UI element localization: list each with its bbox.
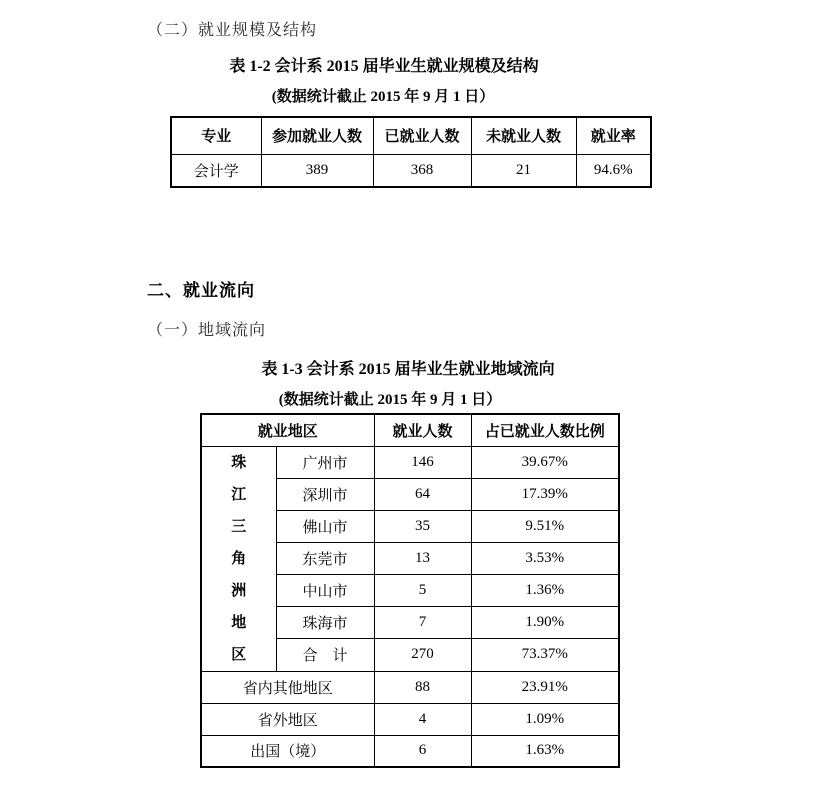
header-cell-unemployed: 未就业人数: [471, 117, 576, 154]
unemployed-cell: 21: [471, 154, 576, 187]
area-label-cell: 省外地区: [201, 703, 374, 735]
header-cell-employed: 已就业人数: [373, 117, 471, 154]
count-cell: 7: [374, 607, 471, 639]
section-heading-flow: 二、就业流向: [147, 281, 255, 300]
table12-title: 表 1-2 会计系 2015 届毕业生就业规模及结构: [229, 58, 539, 75]
header-cell-region: 就业地区: [201, 414, 374, 446]
pct-cell: 23.91%: [471, 671, 619, 703]
area-label-cell: 出国（境）: [201, 735, 374, 767]
pct-cell: 1.09%: [471, 703, 619, 735]
table-row: [201, 671, 619, 703]
city-cell: 中山市: [276, 575, 374, 607]
header-cell-participated: 参加就业人数: [261, 117, 373, 154]
table-row: [171, 154, 651, 187]
count-cell: 6: [374, 735, 471, 767]
table-row: [201, 446, 619, 478]
employment-scale-table: [170, 116, 652, 188]
count-cell: 35: [374, 510, 471, 542]
header-cell-rate: 就业率: [576, 117, 651, 154]
city-cell: 合 计: [276, 639, 374, 671]
header-cell-pct: 占已就业人数比例: [471, 414, 619, 446]
pct-cell: 1.90%: [471, 607, 619, 639]
count-cell: 64: [374, 478, 471, 510]
table12-subtitle: (数据统计截止 2015 年 9 月 1 日）: [271, 89, 495, 105]
table-row: [201, 703, 619, 735]
pct-cell: 17.39%: [471, 478, 619, 510]
count-cell: 270: [374, 639, 471, 671]
employed-cell: 368: [373, 154, 471, 187]
section-heading-scale: （二）就业规模及结构: [147, 22, 318, 39]
region-group-label: 珠江三角洲地区: [231, 454, 247, 663]
count-cell: 88: [374, 671, 471, 703]
subsection-heading-region: （一）地域流向: [147, 322, 267, 339]
pct-cell: 39.67%: [471, 446, 619, 478]
area-label-cell: 省内其他地区: [201, 671, 374, 703]
count-cell: 13: [374, 542, 471, 574]
table-header-row: [201, 414, 619, 446]
pct-cell: 3.53%: [471, 542, 619, 574]
count-cell: 4: [374, 703, 471, 735]
major-cell: 会计学: [171, 154, 261, 187]
table-row: [201, 735, 619, 767]
header-cell-major: 专业: [171, 117, 261, 154]
region-flow-table: [200, 413, 620, 768]
pct-cell: 1.36%: [471, 575, 619, 607]
region-group-cell: [201, 446, 276, 671]
pct-cell: 1.63%: [471, 735, 619, 767]
count-cell: 146: [374, 446, 471, 478]
city-cell: 深圳市: [276, 478, 374, 510]
pct-cell: 9.51%: [471, 510, 619, 542]
table-header-row: [171, 117, 651, 154]
participated-cell: 389: [261, 154, 373, 187]
city-cell: 珠海市: [276, 607, 374, 639]
table13-subtitle: (数据统计截止 2015 年 9 月 1 日）: [278, 392, 502, 408]
city-cell: 佛山市: [276, 510, 374, 542]
city-cell: 广州市: [276, 446, 374, 478]
count-cell: 5: [374, 575, 471, 607]
pct-cell: 73.37%: [471, 639, 619, 671]
rate-cell: 94.6%: [576, 154, 651, 187]
header-cell-count: 就业人数: [374, 414, 471, 446]
table13-title: 表 1-3 会计系 2015 届毕业生就业地域流向: [261, 361, 555, 378]
city-cell: 东莞市: [276, 542, 374, 574]
